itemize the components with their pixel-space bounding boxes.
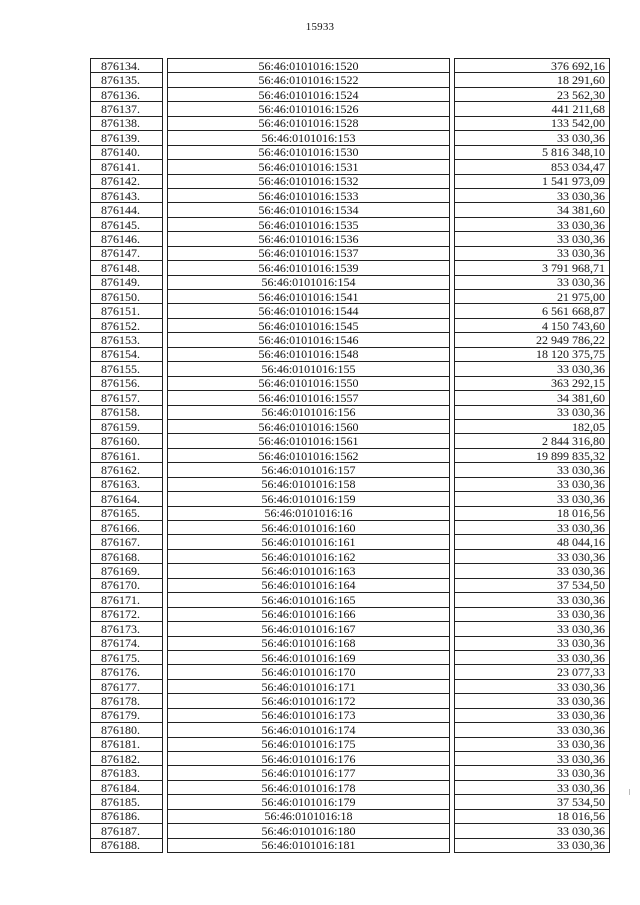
table-row <box>91 564 610 578</box>
table-row <box>91 622 610 636</box>
table-row <box>91 246 610 260</box>
cadastral-number-cell: 56:46:0101016:170 <box>168 665 450 679</box>
row-number-cell: 876141. <box>91 160 163 174</box>
value-cell: 33 030,36 <box>455 188 610 202</box>
row-number-cell: 876151. <box>91 304 163 318</box>
cadastral-number-cell: 56:46:0101016:166 <box>168 607 450 621</box>
value-cell: 33 030,36 <box>455 275 610 289</box>
row-number-cell: 876149. <box>91 275 163 289</box>
value-cell: 376 692,16 <box>455 59 610 73</box>
value-cell: 18 291,60 <box>455 73 610 87</box>
value-cell: 33 030,36 <box>455 723 610 737</box>
value-cell: 33 030,36 <box>455 694 610 708</box>
row-number-cell: 876177. <box>91 679 163 693</box>
row-number-cell: 876147. <box>91 246 163 260</box>
value-cell: 21 975,00 <box>455 290 610 304</box>
cadastral-number-cell: 56:46:0101016:1524 <box>168 87 450 101</box>
page-number: 15933 <box>305 21 335 33</box>
table-row <box>91 347 610 361</box>
value-cell: 18 016,56 <box>455 809 610 823</box>
table-row <box>91 174 610 188</box>
value-cell: 33 030,36 <box>455 362 610 376</box>
row-number-cell: 876162. <box>91 463 163 477</box>
row-number-cell: 876181. <box>91 737 163 751</box>
cadastral-number-cell: 56:46:0101016:168 <box>168 636 450 650</box>
row-number-cell: 876168. <box>91 549 163 563</box>
table-row <box>91 809 610 823</box>
table-row <box>91 405 610 419</box>
cadastral-number-cell: 56:46:0101016:1560 <box>168 419 450 433</box>
row-number-cell: 876150. <box>91 290 163 304</box>
cadastral-number-cell: 56:46:0101016:173 <box>168 708 450 722</box>
value-cell: 34 381,60 <box>455 391 610 405</box>
table-row <box>91 376 610 390</box>
row-number-cell: 876135. <box>91 73 163 87</box>
value-cell: 133 542,00 <box>455 116 610 130</box>
table-row <box>91 506 610 520</box>
value-cell: 33 030,36 <box>455 549 610 563</box>
cadastral-number-cell: 56:46:0101016:1530 <box>168 145 450 159</box>
cadastral-number-cell: 56:46:0101016:1531 <box>168 160 450 174</box>
cadastral-number-cell: 56:46:0101016:180 <box>168 824 450 838</box>
cadastral-number-cell: 56:46:0101016:1561 <box>168 434 450 448</box>
cadastral-number-cell: 56:46:0101016:159 <box>168 492 450 506</box>
row-number-cell: 876182. <box>91 752 163 766</box>
table-row <box>91 116 610 130</box>
value-cell: 33 030,36 <box>455 607 610 621</box>
cadastral-number-cell: 56:46:0101016:1522 <box>168 73 450 87</box>
value-cell: 1 541 973,09 <box>455 174 610 188</box>
row-number-cell: 876146. <box>91 232 163 246</box>
value-cell: 33 030,36 <box>455 838 610 852</box>
cadastral-number-cell: 56:46:0101016:181 <box>168 838 450 852</box>
table-row <box>91 448 610 462</box>
table-row <box>91 203 610 217</box>
cadastral-number-cell: 56:46:0101016:163 <box>168 564 450 578</box>
value-cell: 33 030,36 <box>455 463 610 477</box>
cadastral-number-cell: 56:46:0101016:165 <box>168 593 450 607</box>
cadastral-number-cell: 56:46:0101016:1545 <box>168 318 450 332</box>
value-cell: 4 150 743,60 <box>455 318 610 332</box>
value-cell: 5 816 348,10 <box>455 145 610 159</box>
cadastral-number-cell: 56:46:0101016:1535 <box>168 217 450 231</box>
registry-table <box>90 58 610 853</box>
value-cell: 33 030,36 <box>455 131 610 145</box>
row-number-cell: 876185. <box>91 795 163 809</box>
cadastral-number-cell: 56:46:0101016:1548 <box>168 347 450 361</box>
value-cell: 33 030,36 <box>455 492 610 506</box>
value-cell: 33 030,36 <box>455 622 610 636</box>
value-cell: 182,05 <box>455 419 610 433</box>
cadastral-number-cell: 56:46:0101016:158 <box>168 477 450 491</box>
row-number-cell: 876134. <box>91 59 163 73</box>
table-row <box>91 838 610 852</box>
row-number-cell: 876171. <box>91 593 163 607</box>
table-row <box>91 463 610 477</box>
value-cell: 33 030,36 <box>455 636 610 650</box>
cadastral-number-cell: 56:46:0101016:154 <box>168 275 450 289</box>
value-cell: 853 034,47 <box>455 160 610 174</box>
table-row <box>91 549 610 563</box>
row-number-cell: 876170. <box>91 578 163 592</box>
table-row <box>91 679 610 693</box>
table-row <box>91 391 610 405</box>
row-number-cell: 876160. <box>91 434 163 448</box>
table-row <box>91 477 610 491</box>
row-number-cell: 876145. <box>91 217 163 231</box>
row-number-cell: 876180. <box>91 723 163 737</box>
table-row <box>91 636 610 650</box>
value-cell: 33 030,36 <box>455 679 610 693</box>
row-number-cell: 876188. <box>91 838 163 852</box>
value-cell: 37 534,50 <box>455 795 610 809</box>
table-row <box>91 492 610 506</box>
value-cell: 33 030,36 <box>455 752 610 766</box>
row-number-cell: 876159. <box>91 419 163 433</box>
cadastral-number-cell: 56:46:0101016:175 <box>168 737 450 751</box>
table-row <box>91 780 610 794</box>
cadastral-number-cell: 56:46:0101016:157 <box>168 463 450 477</box>
row-number-cell: 876148. <box>91 261 163 275</box>
value-cell: 48 044,16 <box>455 535 610 549</box>
cadastral-number-cell: 56:46:0101016:176 <box>168 752 450 766</box>
value-cell: 441 211,68 <box>455 102 610 116</box>
table-row <box>91 694 610 708</box>
cadastral-number-cell: 56:46:0101016:156 <box>168 405 450 419</box>
cadastral-number-cell: 56:46:0101016:160 <box>168 521 450 535</box>
registry-table-body <box>91 59 610 853</box>
value-cell: 33 030,36 <box>455 650 610 664</box>
value-cell: 33 030,36 <box>455 766 610 780</box>
row-number-cell: 876183. <box>91 766 163 780</box>
value-cell: 33 030,36 <box>455 405 610 419</box>
table-row <box>91 578 610 592</box>
table-row <box>91 145 610 159</box>
cadastral-number-cell: 56:46:0101016:1550 <box>168 376 450 390</box>
value-cell: 33 030,36 <box>455 521 610 535</box>
row-number-cell: 876137. <box>91 102 163 116</box>
row-number-cell: 876156. <box>91 376 163 390</box>
row-number-cell: 876164. <box>91 492 163 506</box>
value-cell: 37 534,50 <box>455 578 610 592</box>
cadastral-number-cell: 56:46:0101016:172 <box>168 694 450 708</box>
value-cell: 33 030,36 <box>455 217 610 231</box>
cadastral-number-cell: 56:46:0101016:153 <box>168 131 450 145</box>
value-cell: 33 030,36 <box>455 824 610 838</box>
table-row <box>91 160 610 174</box>
row-number-cell: 876173. <box>91 622 163 636</box>
row-number-cell: 876157. <box>91 391 163 405</box>
row-number-cell: 876155. <box>91 362 163 376</box>
table-row <box>91 102 610 116</box>
row-number-cell: 876154. <box>91 347 163 361</box>
table-row <box>91 73 610 87</box>
cadastral-number-cell: 56:46:0101016:16 <box>168 506 450 520</box>
cadastral-number-cell: 56:46:0101016:162 <box>168 549 450 563</box>
scan-mark <box>629 789 630 795</box>
value-cell: 33 030,36 <box>455 564 610 578</box>
table-row <box>91 217 610 231</box>
value-cell: 33 030,36 <box>455 780 610 794</box>
row-number-cell: 876142. <box>91 174 163 188</box>
table-row <box>91 521 610 535</box>
value-cell: 19 899 835,32 <box>455 448 610 462</box>
value-cell: 18 016,56 <box>455 506 610 520</box>
value-cell: 3 791 968,71 <box>455 261 610 275</box>
cadastral-number-cell: 56:46:0101016:174 <box>168 723 450 737</box>
cadastral-number-cell: 56:46:0101016:1532 <box>168 174 450 188</box>
table-row <box>91 593 610 607</box>
cadastral-number-cell: 56:46:0101016:1534 <box>168 203 450 217</box>
row-number-cell: 876152. <box>91 318 163 332</box>
row-number-cell: 876166. <box>91 521 163 535</box>
table-row <box>91 333 610 347</box>
value-cell: 22 949 786,22 <box>455 333 610 347</box>
table-row <box>91 318 610 332</box>
value-cell: 23 077,33 <box>455 665 610 679</box>
table-row <box>91 232 610 246</box>
value-cell: 33 030,36 <box>455 593 610 607</box>
table-row <box>91 824 610 838</box>
value-cell: 18 120 375,75 <box>455 347 610 361</box>
cadastral-number-cell: 56:46:0101016:1544 <box>168 304 450 318</box>
cadastral-number-cell: 56:46:0101016:169 <box>168 650 450 664</box>
cadastral-number-cell: 56:46:0101016:1541 <box>168 290 450 304</box>
table-row <box>91 304 610 318</box>
table-row <box>91 275 610 289</box>
cadastral-number-cell: 56:46:0101016:1533 <box>168 188 450 202</box>
table-row <box>91 665 610 679</box>
cadastral-number-cell: 56:46:0101016:1562 <box>168 448 450 462</box>
row-number-cell: 876169. <box>91 564 163 578</box>
value-cell: 33 030,36 <box>455 232 610 246</box>
cadastral-number-cell: 56:46:0101016:167 <box>168 622 450 636</box>
value-cell: 33 030,36 <box>455 246 610 260</box>
cadastral-number-cell: 56:46:0101016:164 <box>168 578 450 592</box>
table-row <box>91 419 610 433</box>
cadastral-number-cell: 56:46:0101016:161 <box>168 535 450 549</box>
cadastral-number-cell: 56:46:0101016:179 <box>168 795 450 809</box>
value-cell: 33 030,36 <box>455 477 610 491</box>
row-number-cell: 876140. <box>91 145 163 159</box>
value-cell: 2 844 316,80 <box>455 434 610 448</box>
value-cell: 33 030,36 <box>455 737 610 751</box>
cadastral-number-cell: 56:46:0101016:1526 <box>168 102 450 116</box>
row-number-cell: 876167. <box>91 535 163 549</box>
row-number-cell: 876144. <box>91 203 163 217</box>
row-number-cell: 876139. <box>91 131 163 145</box>
table-row <box>91 607 610 621</box>
table-row <box>91 535 610 549</box>
cadastral-number-cell: 56:46:0101016:18 <box>168 809 450 823</box>
row-number-cell: 876174. <box>91 636 163 650</box>
table-row <box>91 131 610 145</box>
table-row <box>91 188 610 202</box>
row-number-cell: 876176. <box>91 665 163 679</box>
value-cell: 23 562,30 <box>455 87 610 101</box>
table-row <box>91 737 610 751</box>
value-cell: 33 030,36 <box>455 708 610 722</box>
table-row <box>91 766 610 780</box>
table-row <box>91 59 610 73</box>
cadastral-number-cell: 56:46:0101016:177 <box>168 766 450 780</box>
table-row <box>91 434 610 448</box>
row-number-cell: 876136. <box>91 87 163 101</box>
table-row <box>91 752 610 766</box>
row-number-cell: 876186. <box>91 809 163 823</box>
value-cell: 363 292,15 <box>455 376 610 390</box>
row-number-cell: 876138. <box>91 116 163 130</box>
table-row <box>91 290 610 304</box>
row-number-cell: 876143. <box>91 188 163 202</box>
cadastral-number-cell: 56:46:0101016:1557 <box>168 391 450 405</box>
cadastral-number-cell: 56:46:0101016:1520 <box>168 59 450 73</box>
table-row <box>91 87 610 101</box>
value-cell: 6 561 668,87 <box>455 304 610 318</box>
table-row <box>91 261 610 275</box>
table-row <box>91 362 610 376</box>
cadastral-number-cell: 56:46:0101016:1539 <box>168 261 450 275</box>
cadastral-number-cell: 56:46:0101016:171 <box>168 679 450 693</box>
cadastral-number-cell: 56:46:0101016:1536 <box>168 232 450 246</box>
table-row <box>91 650 610 664</box>
value-cell: 34 381,60 <box>455 203 610 217</box>
row-number-cell: 876158. <box>91 405 163 419</box>
cadastral-number-cell: 56:46:0101016:1528 <box>168 116 450 130</box>
row-number-cell: 876179. <box>91 708 163 722</box>
cadastral-number-cell: 56:46:0101016:178 <box>168 780 450 794</box>
cadastral-number-cell: 56:46:0101016:155 <box>168 362 450 376</box>
table-row <box>91 795 610 809</box>
row-number-cell: 876178. <box>91 694 163 708</box>
row-number-cell: 876163. <box>91 477 163 491</box>
row-number-cell: 876187. <box>91 824 163 838</box>
row-number-cell: 876165. <box>91 506 163 520</box>
table-row <box>91 708 610 722</box>
cadastral-number-cell: 56:46:0101016:1537 <box>168 246 450 260</box>
cadastral-number-cell: 56:46:0101016:1546 <box>168 333 450 347</box>
row-number-cell: 876153. <box>91 333 163 347</box>
row-number-cell: 876172. <box>91 607 163 621</box>
row-number-cell: 876175. <box>91 650 163 664</box>
table-row <box>91 723 610 737</box>
row-number-cell: 876161. <box>91 448 163 462</box>
row-number-cell: 876184. <box>91 780 163 794</box>
